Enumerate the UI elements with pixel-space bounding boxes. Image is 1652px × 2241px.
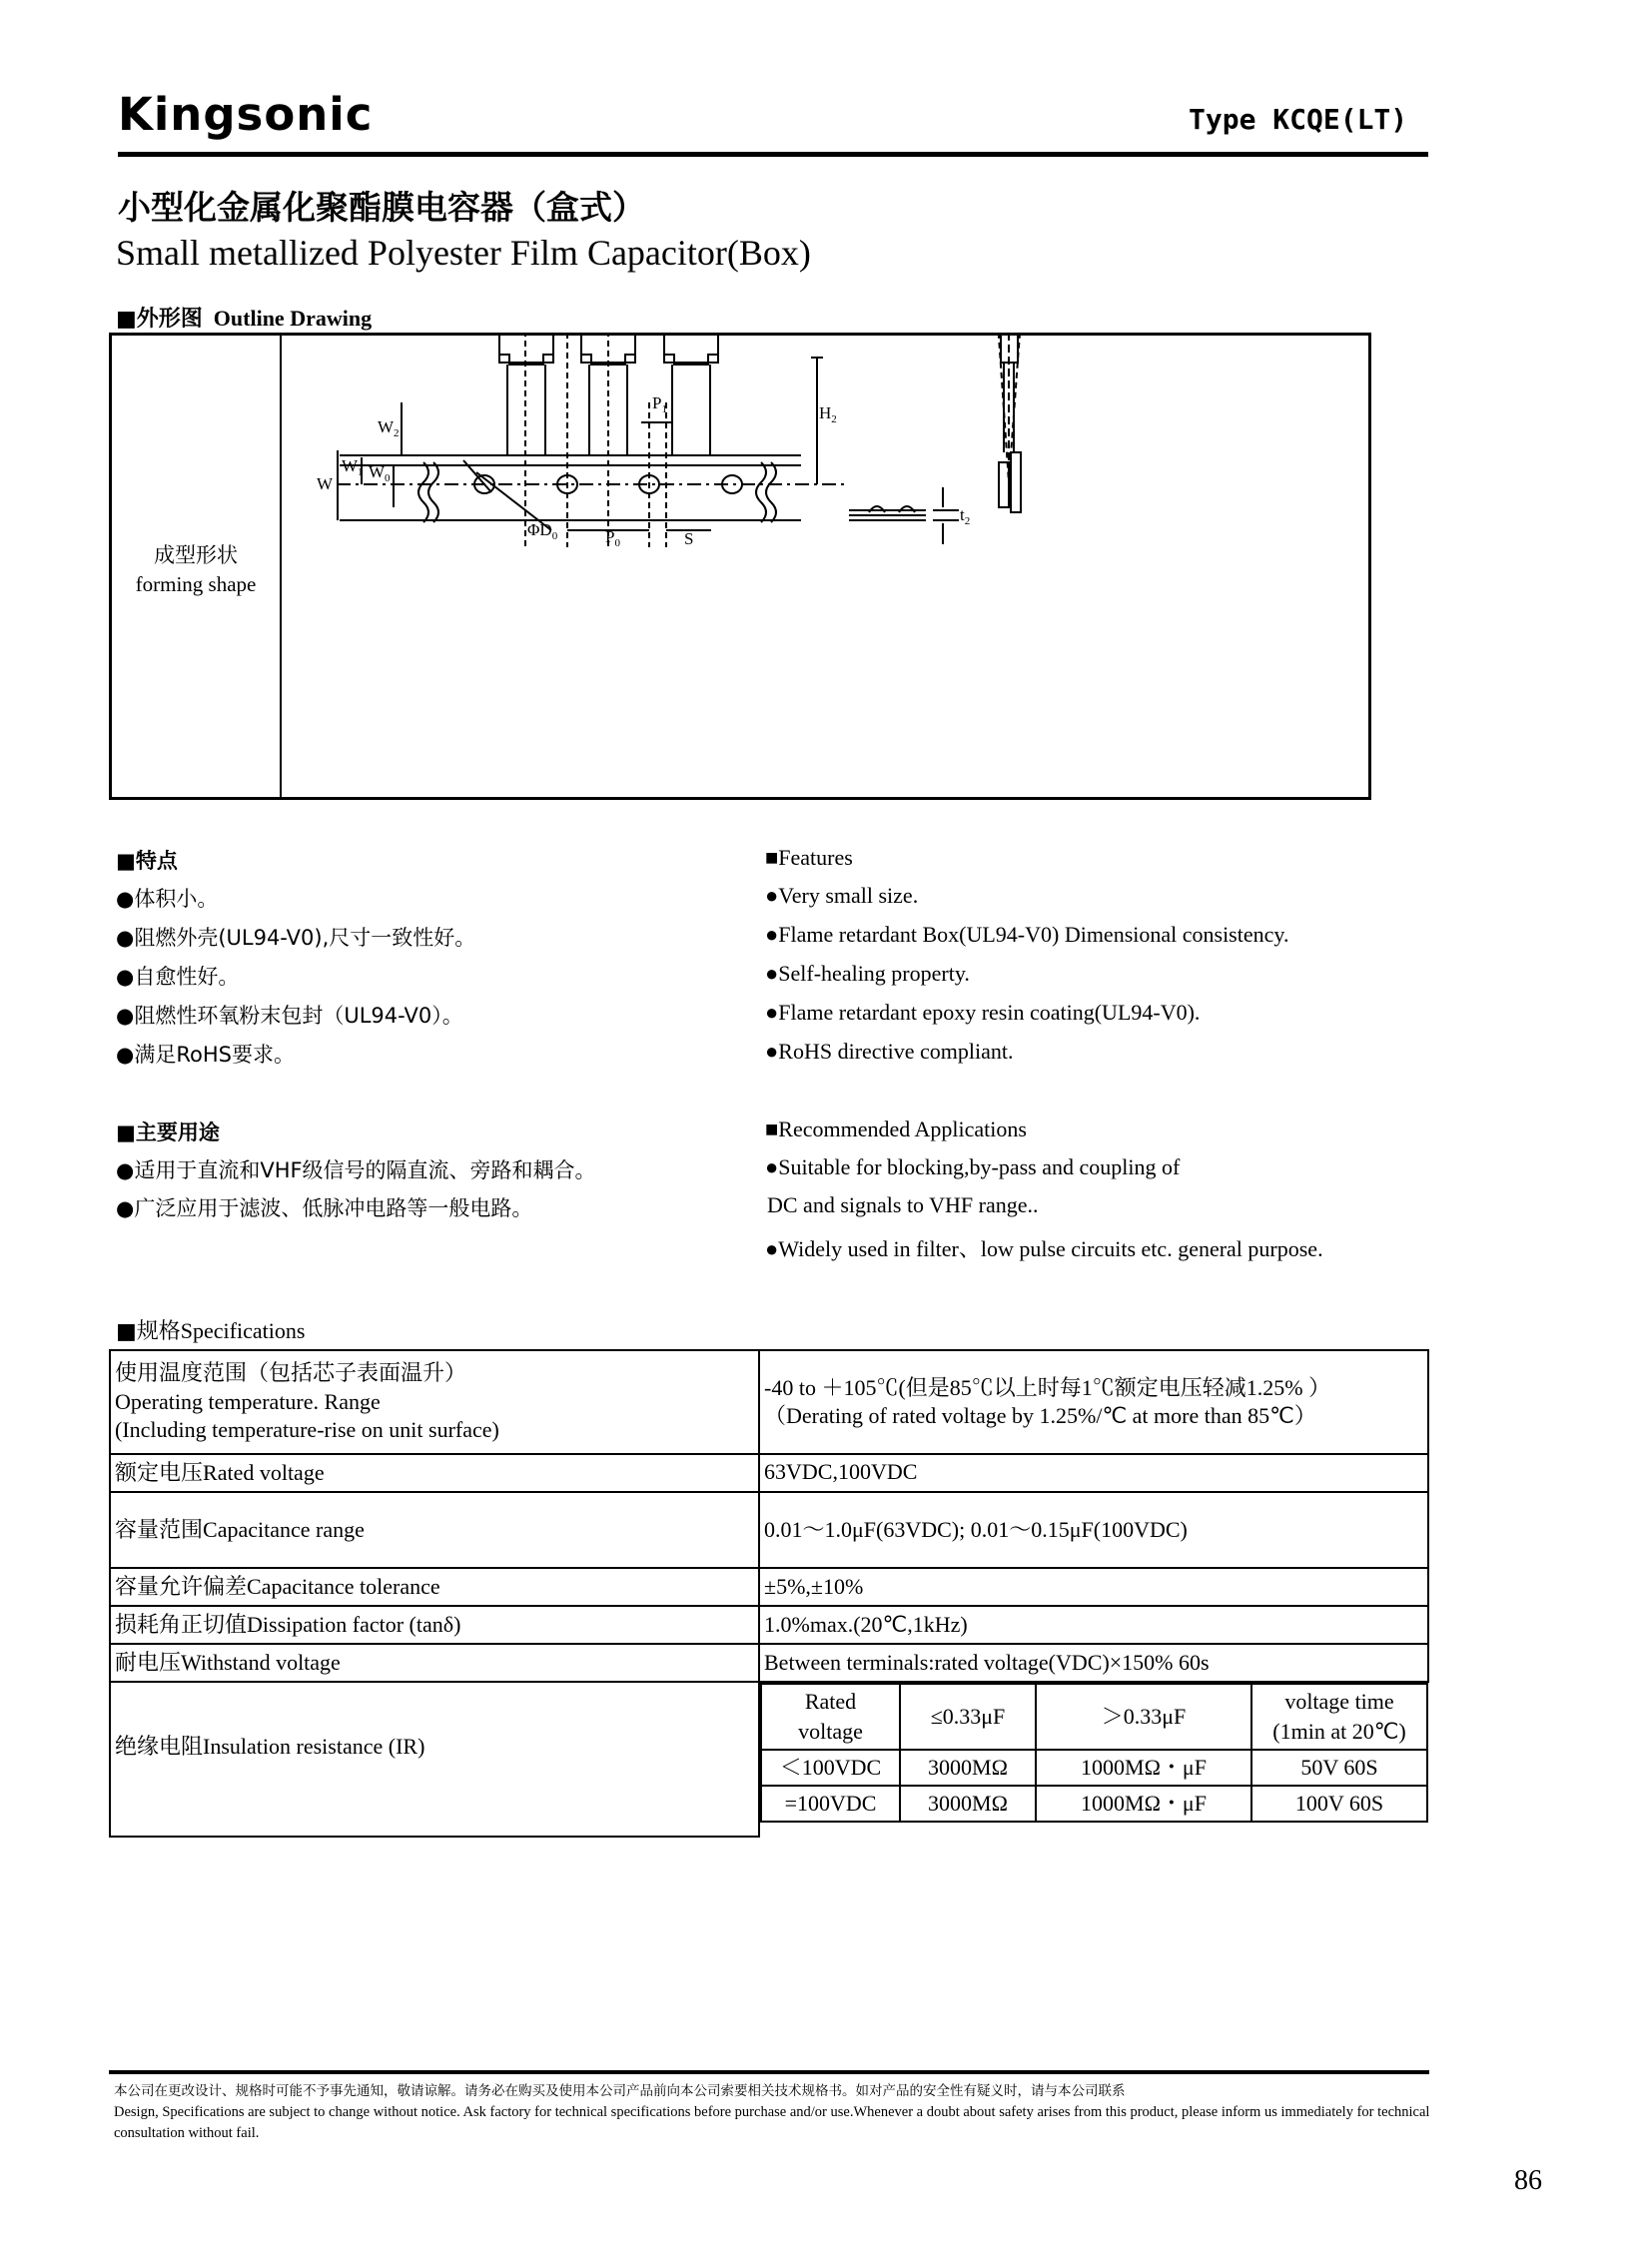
spec-row-rated-voltage	[110, 1454, 1428, 1492]
dim-sub-p0: 0	[614, 537, 620, 549]
dim-label-w1: W	[342, 456, 359, 475]
footer-notice	[114, 2081, 1430, 2144]
brand-logo: Kingsonic	[118, 88, 374, 141]
features-en-item: ●Flame retardant epoxy resin coating(UL94-V0).	[765, 1000, 1201, 1025]
features-en-item: ●Self-healing property.	[765, 961, 970, 986]
spec-temp-en1: Operating temperature. Range	[115, 1389, 381, 1414]
features-en-item: ●RoHS directive compliant.	[765, 1039, 1014, 1064]
spec-df-en: Dissipation factor (tanδ)	[247, 1611, 461, 1637]
spec-tol-en: Capacitance tolerance	[247, 1573, 440, 1599]
svg-text:t2	[960, 505, 970, 527]
forming-label-en: forming shape	[135, 572, 257, 596]
svg-text:W	[317, 474, 334, 493]
spec-key	[110, 1606, 759, 1644]
outline-drawing-box	[109, 333, 1371, 800]
outline-heading	[116, 302, 372, 333]
dim-label-d0: ΦD	[527, 520, 552, 539]
features-cn-item: ●阻燃性环氧粉末包封（UL94-V0）。	[116, 1004, 463, 1028]
spec-key	[110, 1644, 759, 1682]
spec-df-cn: 损耗角正切值	[115, 1612, 248, 1638]
svg-text:W2	[378, 417, 400, 439]
svg-text:W1	[342, 456, 364, 478]
spec-ir-en: Insulation resistance (IR)	[203, 1734, 425, 1759]
features-cn-item: ●自愈性好。	[116, 965, 240, 989]
dim-sub-p1: 1	[661, 403, 667, 415]
svg-text:S	[684, 529, 693, 548]
ir-h4a: voltage time	[1284, 1689, 1394, 1714]
apps-en-item: DC and signals to VHF range..	[767, 1192, 1039, 1217]
spec-key	[110, 1568, 759, 1606]
apps-en-heading: ■Recommended Applications	[765, 1117, 1027, 1141]
dim-sub-d0: 0	[551, 530, 558, 542]
spec-row-tolerance	[110, 1568, 1428, 1606]
ir-cell: 1000MΩ・μF	[1036, 1750, 1251, 1786]
dim-sub-w2: 2	[394, 427, 400, 439]
ir-cell: 50V 60S	[1251, 1750, 1427, 1786]
dim-sub-w1: 1	[358, 466, 364, 478]
ir-cell: 3000MΩ	[900, 1750, 1036, 1786]
dim-label-w0: W	[369, 462, 386, 481]
page-number: 86	[1514, 2165, 1542, 2196]
features-en-heading: ■Features	[765, 845, 853, 870]
svg-text:H2	[819, 403, 837, 425]
apps-en-item: ●Widely used in filter、low pulse circuits etc. general purpose.	[765, 1236, 1323, 1261]
spec-rv-en: Rated voltage	[203, 1459, 325, 1485]
dim-sub-h2: 2	[831, 413, 837, 425]
ir-h4b: (1min at 20℃)	[1272, 1719, 1406, 1744]
footer-notice-cn: 本公司在更改设计、规格时可能不予事先通知，敬请谅解。请务必在购买及使用本公司产品前向本公司索要相关技术规格书。如对产品的安全性有疑义时，请与本公司联系	[114, 2083, 1126, 2099]
ir-cell: 1000MΩ・μF	[1036, 1786, 1251, 1822]
dim-label-s: S	[684, 529, 694, 548]
dim-label-w: W	[317, 474, 334, 493]
spec-row-insulation	[110, 1682, 1428, 1837]
spec-temp-val2: （Derating of rated voltage by 1.25%/℃ at more than 85℃）	[764, 1403, 1316, 1428]
spec-temp-cn: 使用温度范围（包括芯子表面温升）	[115, 1361, 467, 1386]
spec-temp-en2: (Including temperature-rise on unit surface)	[115, 1417, 499, 1442]
ir-header-cell: ≤0.33μF	[900, 1684, 1036, 1750]
spec-value: ±5%,±10%	[759, 1568, 1428, 1606]
svg-text:P1	[652, 393, 667, 415]
spec-key	[110, 1454, 759, 1492]
header-rule	[118, 152, 1428, 157]
footer-rule	[109, 2070, 1429, 2074]
apps-en-item: ●Suitable for blocking,by-pass and coupling of	[765, 1154, 1181, 1179]
ir-h1a: Rated	[804, 1689, 857, 1714]
features-cn-heading: ■特点	[116, 849, 178, 873]
forming-shape-label	[112, 541, 280, 599]
spec-value	[759, 1682, 1428, 1837]
dim-label-p1: P	[652, 393, 662, 412]
spec-temp-val1: -40 to ＋105℃(但是85℃以上时每1℃额定电压轻减1.25% ）	[764, 1375, 1331, 1400]
dim-label-p0: P	[605, 527, 615, 546]
outline-drawing	[282, 336, 1368, 797]
spec-row-withstand	[110, 1644, 1428, 1682]
ir-table	[760, 1683, 1428, 1823]
spec-value: 1.0%max.(20℃,1kHz)	[759, 1606, 1428, 1644]
dim-label-w2: W	[378, 417, 395, 436]
ir-cell: ＜100VDC	[761, 1750, 900, 1786]
spec-key	[110, 1682, 759, 1837]
spec-wv-en: Withstand voltage	[181, 1649, 341, 1675]
spec-row-dissipation	[110, 1606, 1428, 1644]
spec-value	[759, 1350, 1428, 1454]
apps-cn-item: ●适用于直流和VHF级信号的隔直流、旁路和耦合。	[116, 1158, 596, 1182]
features-en-item: ●Very small size.	[765, 883, 919, 908]
ir-h1b: voltage	[798, 1719, 863, 1744]
outline-heading-en: Outline Drawing	[213, 306, 373, 331]
specs-heading	[116, 1314, 305, 1345]
title-english: Small metallized Polyester Film Capacitor(Box)	[116, 233, 811, 273]
specs-table	[109, 1349, 1429, 1838]
spec-wv-cn: 耐电压	[115, 1650, 182, 1676]
forming-label-cn: 成型形状	[154, 543, 238, 567]
spec-rv-cn: 额定电压	[115, 1460, 204, 1486]
dim-label-t2: t	[960, 505, 965, 524]
ir-cell: 100V 60S	[1251, 1786, 1427, 1822]
outline-heading-cn: ■外形图	[116, 307, 203, 332]
dim-sub-w0: 0	[385, 472, 391, 484]
apps-cn-heading: ■主要用途	[116, 1120, 220, 1144]
spec-key	[110, 1350, 759, 1454]
features-cn-item: ●满足RoHS要求。	[116, 1043, 295, 1067]
specs-heading-cn: ■规格	[116, 1319, 181, 1344]
svg-text:ΦD0	[527, 520, 558, 542]
footer-notice-en: Design, Specifications are subject to change without notice. Ask factory for technical specifications before purchase and/or use.Whenever a doubt about safety arises from this product, please inform us immediately for technical consultation without fail.	[114, 2104, 1430, 2141]
ir-header-cell	[1251, 1684, 1427, 1750]
features-cn-item: ●阻燃外壳(UL94-V0),尺寸一致性好。	[116, 926, 476, 950]
ir-cell: =100VDC	[761, 1786, 900, 1822]
spec-value: Between terminals:rated voltage(VDC)×150% 60s	[759, 1644, 1428, 1682]
apps-cn-item: ●广泛应用于滤波、低脉冲电路等一般电路。	[116, 1196, 533, 1220]
spec-row-capacitance	[110, 1492, 1428, 1568]
ir-row	[761, 1750, 1427, 1786]
spec-ir-cn: 绝缘电阻	[115, 1735, 204, 1760]
ir-cell: 3000MΩ	[900, 1786, 1036, 1822]
spec-cap-en: Capacitance range	[203, 1516, 365, 1542]
ir-header-cell: ＞0.33μF	[1036, 1684, 1251, 1750]
features-en-item: ●Flame retardant Box(UL94-V0) Dimensional consistency.	[765, 922, 1289, 947]
specs-heading-en: Specifications	[180, 1318, 306, 1343]
ir-row	[761, 1786, 1427, 1822]
spec-tol-cn: 容量允许偏差	[115, 1574, 248, 1600]
features-cn-item: ●体积小。	[116, 887, 219, 911]
title-chinese: 小型化金属化聚酯膜电容器（盒式）	[118, 188, 645, 227]
spec-key	[110, 1492, 759, 1568]
ir-header-cell	[761, 1684, 900, 1750]
spec-row-temperature	[110, 1350, 1428, 1454]
spec-cap-cn: 容量范围	[115, 1517, 204, 1543]
ir-header-row	[761, 1684, 1427, 1750]
spec-value: 0.01～1.0μF(63VDC); 0.01～0.15μF(100VDC)	[759, 1492, 1428, 1568]
spec-value: 63VDC,100VDC	[759, 1454, 1428, 1492]
product-type: Type KCQE(LT)	[1189, 103, 1408, 136]
dim-label-h2: H	[819, 403, 832, 422]
dim-sub-t2: 2	[964, 515, 971, 527]
